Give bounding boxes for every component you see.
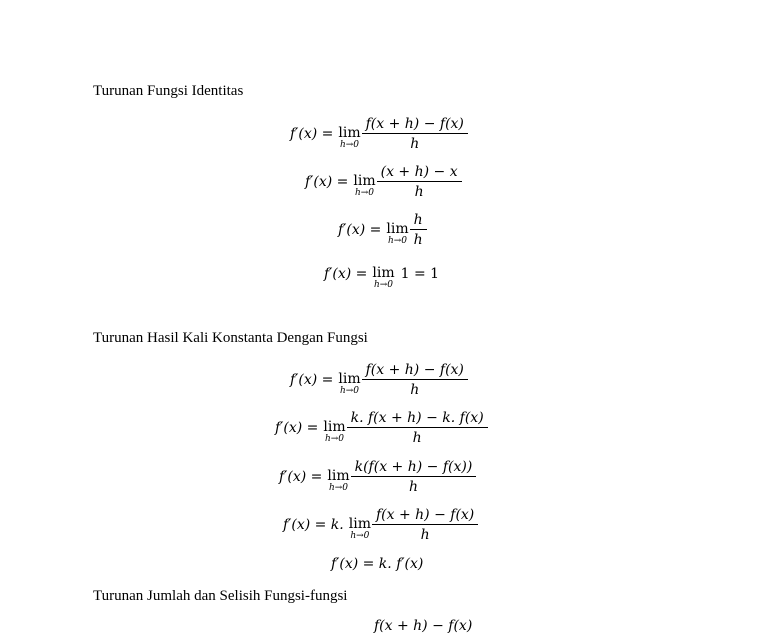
limit-word: lim xyxy=(348,516,371,532)
limit-subscript: h→0 xyxy=(324,434,345,444)
denominator: h xyxy=(362,133,468,152)
denominator: h xyxy=(351,476,477,495)
limit-word: lim xyxy=(372,265,395,281)
numerator: (x + h) − x xyxy=(380,164,458,180)
denominator: h xyxy=(377,181,462,200)
limit-subscript: h→0 xyxy=(339,140,360,150)
equation-2-3 xyxy=(279,459,476,495)
section-heading-sum-difference: Turunan Jumlah dan Selisih Fungsi-fungsi xyxy=(93,588,348,604)
fraction xyxy=(372,618,474,635)
limit-subscript: h→0 xyxy=(387,236,408,246)
limit-word: lim xyxy=(386,221,409,237)
equation-lhs: f′(x) = xyxy=(279,469,323,485)
limit-word: lim xyxy=(338,125,361,141)
fraction xyxy=(353,459,475,495)
limit-operator xyxy=(349,517,371,541)
denominator: h xyxy=(347,427,488,446)
numerator: f(x + h) − f(x) xyxy=(365,362,464,378)
numerator: f(x + h) − f(x) xyxy=(375,507,475,523)
equation-3-1-partial xyxy=(370,618,476,635)
limit-operator xyxy=(338,372,360,396)
equation-lhs: f′(x) = xyxy=(338,222,382,238)
numerator: f(x + h) − f(x) xyxy=(374,618,473,634)
numerator: f(x + h) − f(x) xyxy=(365,116,464,132)
fraction xyxy=(364,116,466,152)
limit-operator xyxy=(327,469,349,493)
equation-lhs: f′(x) = k. xyxy=(283,517,344,533)
equation-lhs: f′(x) = xyxy=(290,126,334,142)
fraction xyxy=(412,212,425,248)
equation-lhs: f′(x) = xyxy=(275,420,319,436)
denominator: h xyxy=(362,379,468,398)
section-heading-identity: Turunan Fungsi Identitas xyxy=(93,83,244,99)
limit-word: lim xyxy=(327,468,350,484)
section-heading-constant-multiple: Turunan Hasil Kali Konstanta Dengan Fungsi xyxy=(93,330,368,346)
limit-subscript: h→0 xyxy=(373,280,394,290)
limit-word: lim xyxy=(323,419,346,435)
limit-subscript: h→0 xyxy=(328,483,349,493)
fraction xyxy=(364,362,466,398)
equation-2-1 xyxy=(290,362,468,398)
limit-operator xyxy=(323,420,345,444)
equation-lhs: f′(x) = k. f′(x) xyxy=(331,556,424,572)
numerator: k. f(x + h) − k. f(x) xyxy=(350,410,484,426)
equation-2-2 xyxy=(275,410,488,446)
fraction xyxy=(349,410,486,446)
limit-word: lim xyxy=(353,173,376,189)
equation-lhs: f′(x) = xyxy=(290,372,334,388)
equation-2-5 xyxy=(331,556,423,572)
fraction xyxy=(379,164,460,200)
numerator: h xyxy=(413,212,423,228)
numerator: k(f(x + h) − f(x)) xyxy=(354,459,473,475)
denominator: h xyxy=(410,229,427,248)
equation-tail: 1 = 1 xyxy=(400,266,440,282)
equation-lhs: f′(x) = xyxy=(305,174,349,190)
equation-1-1 xyxy=(290,116,468,152)
equation-1-3 xyxy=(338,212,427,248)
equation-1-2 xyxy=(305,164,462,200)
limit-operator xyxy=(386,222,408,246)
limit-subscript: h→0 xyxy=(354,188,375,198)
limit-operator xyxy=(338,126,360,150)
equation-2-4 xyxy=(283,507,478,543)
equation-lhs: f′(x) = xyxy=(324,266,368,282)
equation-1-4 xyxy=(324,262,440,290)
denominator: h xyxy=(372,524,478,543)
limit-word: lim xyxy=(338,371,361,387)
limit-operator xyxy=(353,174,375,198)
limit-operator xyxy=(372,266,394,290)
limit-subscript: h→0 xyxy=(350,531,370,541)
limit-subscript: h→0 xyxy=(339,386,360,396)
fraction xyxy=(374,507,476,543)
